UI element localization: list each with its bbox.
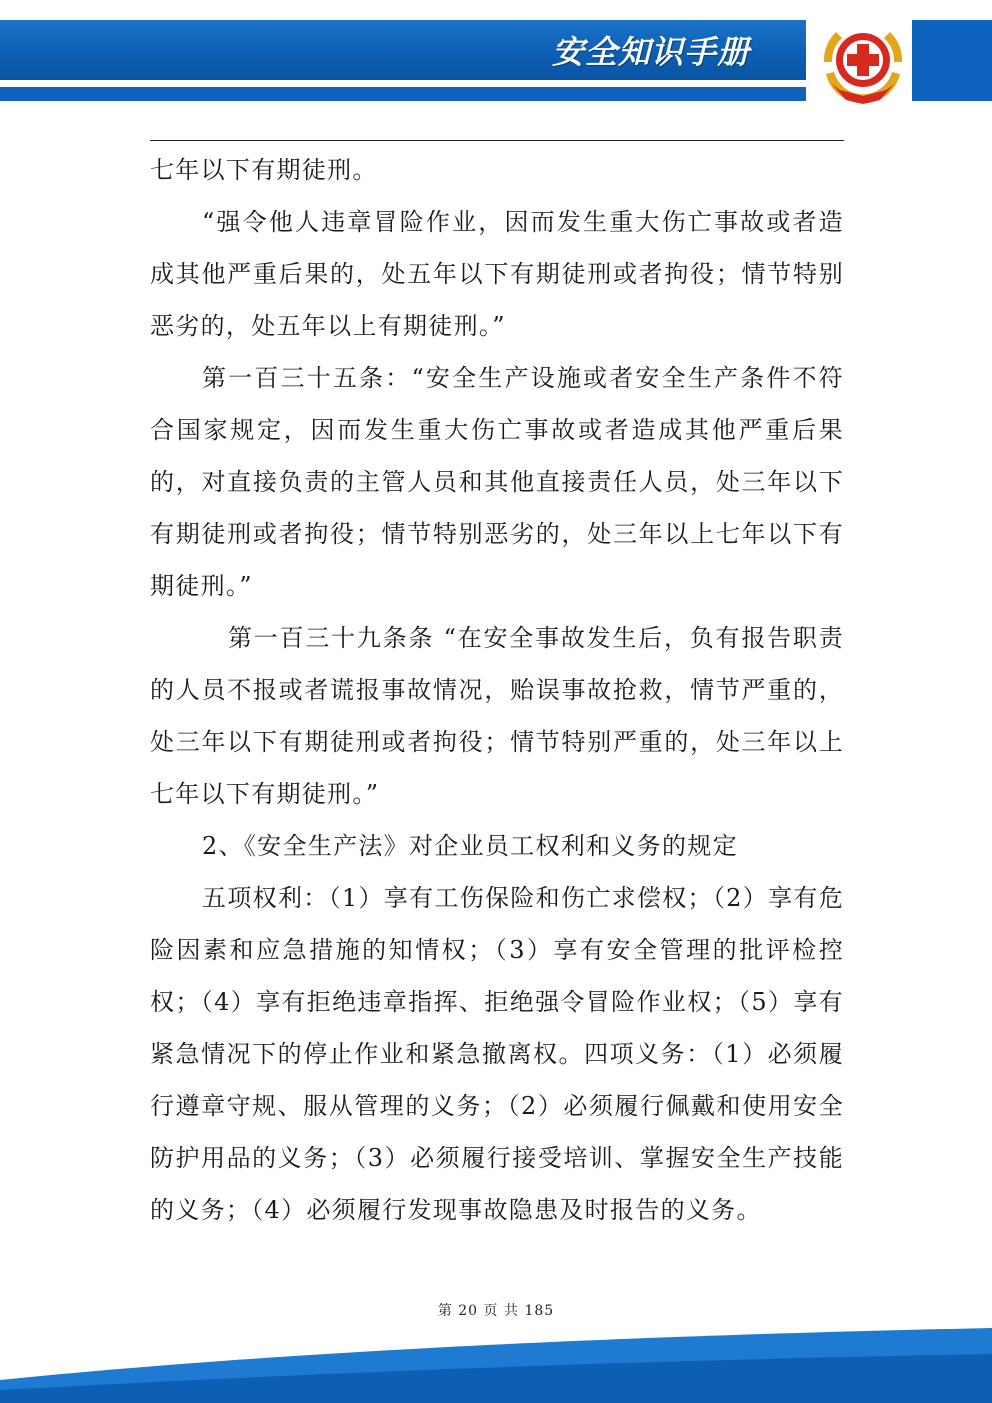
footer-wave-decoration: [0, 1318, 992, 1403]
paragraph-rights-duties: 五项权利：（1）享有工伤保险和伤亡求偿权；（2）享有危险因素和应急措施的知情权；（3）享有安全管理的批评检控权；（4）享有拒绝违章指挥、拒绝强令冒险作业权；（5）享有紧急情况下的停止作业和紧急撤离权。四项义务：（1）必须履行遵章守规、服从管理的义务；（2）必须履行佩戴和使用安全防护用品的义务；（3）必须履行接受培训、掌握安全生产技能的义务；（4）必须履行发现事故隐患及时报告的义务。: [150, 884, 844, 1224]
paragraph-continuation: 七年以下有期徒刑。: [150, 156, 378, 184]
document-body: [150, 144, 844, 1236]
page-header: [0, 0, 992, 110]
paragraph-article-139: 第一百三十九条条 “在安全事故发生后，负有报告职责的人员不报或者谎报事故情况，贻误事故抢救，情节严重的，处三年以下有期徒刑或者拘役；情节特别严重的，处三年以上七年以下有期徒刑。”: [150, 624, 844, 808]
page-number: 第 20 页 共 185: [437, 1303, 555, 1319]
safety-emblem-icon: [816, 14, 910, 108]
header-band-stripe: [0, 87, 806, 101]
paragraph-article-135: 第一百三十五条：“安全生产设施或者安全生产条件不符合国家规定，因而发生重大伤亡事故或者造成其他严重后果的，对直接负责的主管人员和其他直接责任人员，处三年以下有期徒刑或者拘役；情节特别恶劣的，处三年以上七年以下有期徒刑。”: [150, 364, 844, 600]
header-title: 安全知识手册: [552, 33, 751, 71]
section-heading-safety-law: 2、《安全生产法》对企业员工权利和义务的规定: [202, 832, 738, 860]
header-right-block: [912, 20, 992, 101]
header-rule: [150, 140, 844, 141]
paragraph-forced-risk-work: “强令他人违章冒险作业，因而发生重大伤亡事故或者造成其他严重后果的，处五年以下有期徒刑或者拘役；情节特别恶劣的，处五年以上有期徒刑。”: [150, 208, 844, 340]
